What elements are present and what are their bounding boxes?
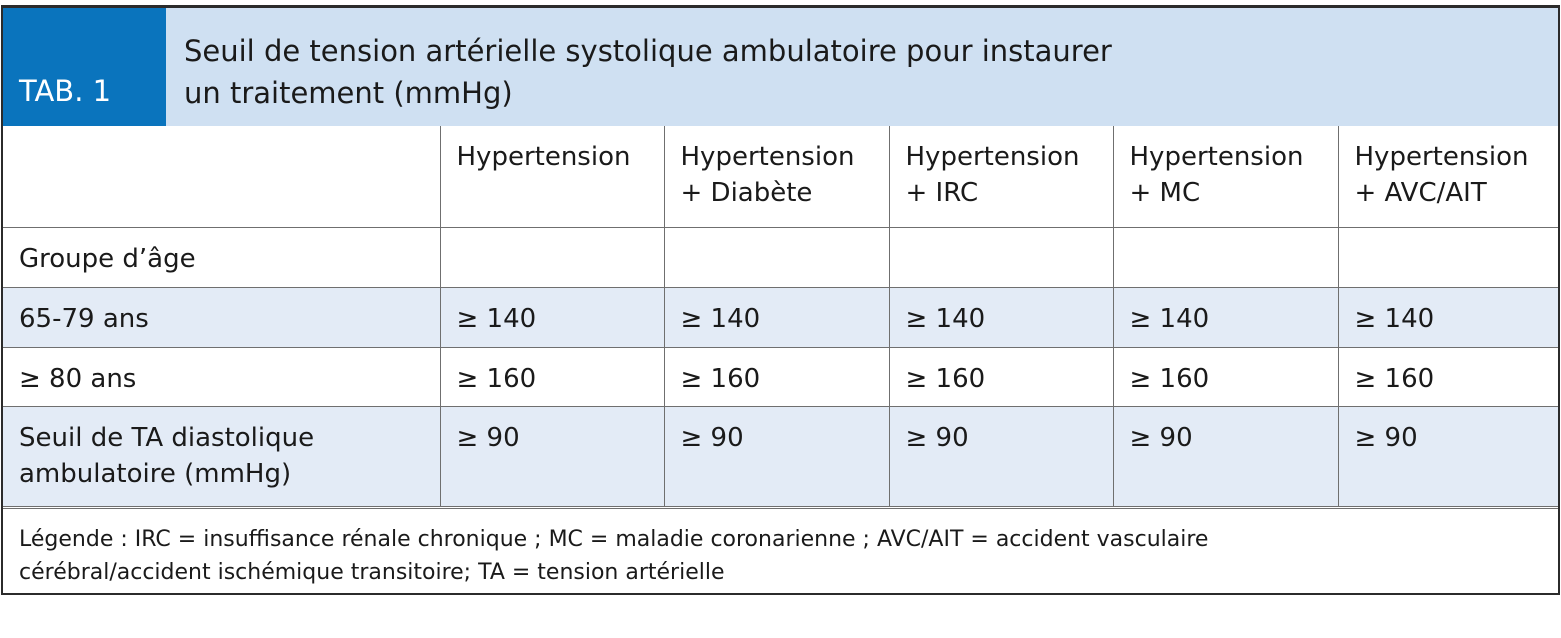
table-number-label: TAB. 1 [3,8,166,126]
table-cell: ≥ 160 [1338,347,1558,406]
table-cell: ≥ 160 [664,347,889,406]
table-cell: ≥ 140 [1113,287,1338,347]
table-title-line-1: Seuil de tension artérielle systolique ambulatoire pour instaurer [184,34,1112,68]
table-cell: ≥ 90 [440,406,664,506]
table-cell [440,227,664,287]
table-title-line-2: un traitement (mmHg) [184,76,513,110]
table-row [3,227,1558,287]
table-frame [1,5,1560,595]
column-header-diabete: Hypertension + Diabète [664,126,889,227]
column-header-irc: Hypertension + IRC [889,126,1113,227]
legend-line-2: cérébral/accident ischémique transitoire; TA = tension artérielle [19,560,725,585]
table-cell: ≥ 140 [664,287,889,347]
column-header-mc: Hypertension + MC [1113,126,1338,227]
column-header-row [3,126,1558,227]
legend-line-1: Légende : IRC = insuffisance rénale chronique ; MC = maladie coronarienne ; AVC/AIT = accident vasculaire [19,527,1209,552]
table-cell [1113,227,1338,287]
table-row [3,406,1558,506]
table-cell: ≥ 140 [889,287,1113,347]
table-cell: ≥ 90 [889,406,1113,506]
table-legend [3,508,1558,595]
table-cell: ≥ 90 [664,406,889,506]
table-header [3,8,1558,127]
table-cell: ≥ 160 [440,347,664,406]
row-label: 65-79 ans [3,287,440,347]
column-header-empty [3,126,440,227]
table-row [3,347,1558,406]
table-cell: ≥ 90 [1338,406,1558,506]
table-cell: ≥ 140 [1338,287,1558,347]
table-cell: ≥ 90 [1113,406,1338,506]
table-cell [664,227,889,287]
table-row [3,287,1558,347]
column-header-avc-ait: Hypertension + AVC/AIT [1338,126,1558,227]
row-label: Seuil de TA diastolique ambulatoire (mmHg) [3,406,440,506]
row-label: Groupe d’âge [3,227,440,287]
row-label: ≥ 80 ans [3,347,440,406]
threshold-table [3,126,1558,507]
column-header-hypertension: Hypertension [440,126,664,227]
table-cell [1338,227,1558,287]
table-cell [889,227,1113,287]
table-title [184,30,1284,114]
table-cell: ≥ 140 [440,287,664,347]
table-cell: ≥ 160 [889,347,1113,406]
table-cell: ≥ 160 [1113,347,1338,406]
